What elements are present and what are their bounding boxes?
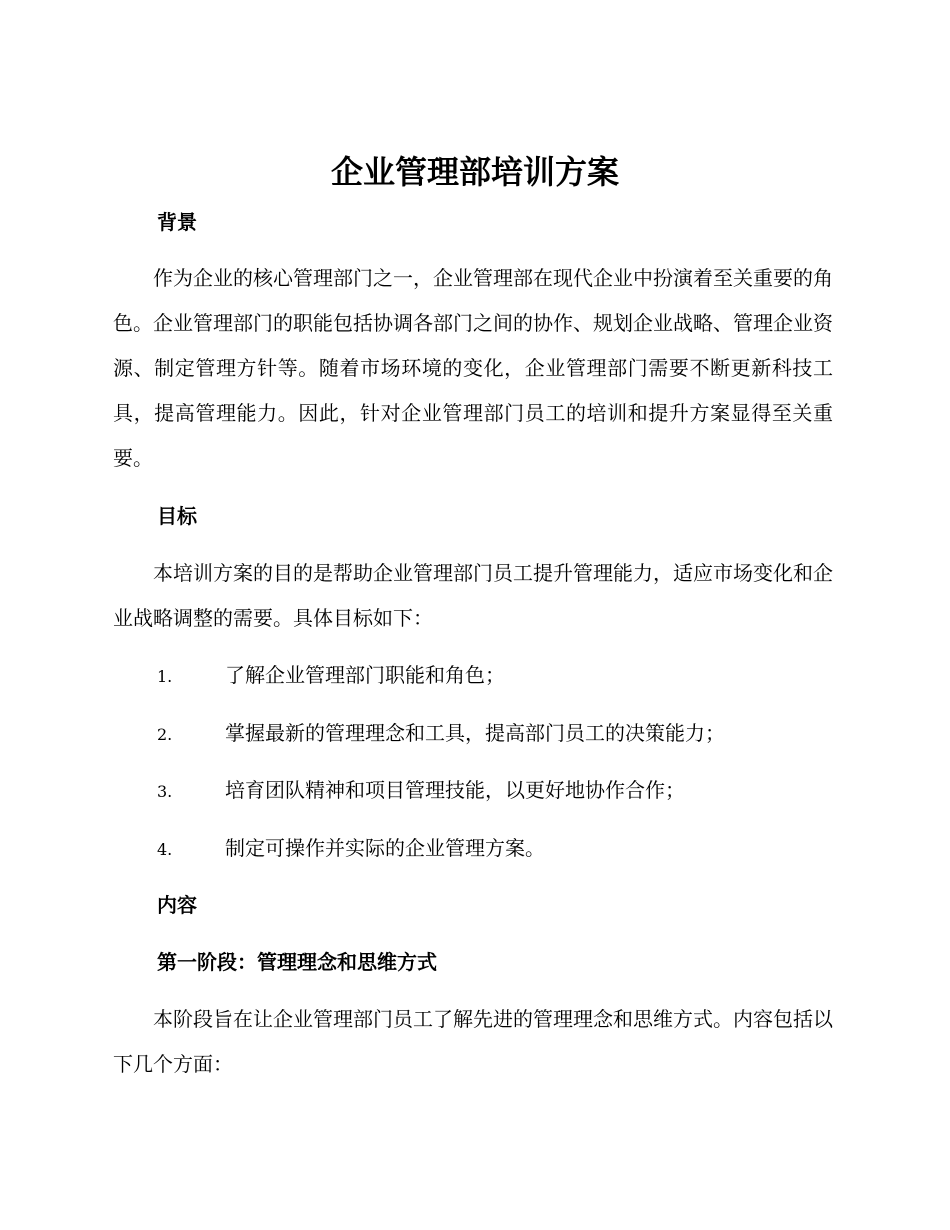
section-heading-content: 内容 <box>157 893 197 917</box>
goal-list-item <box>157 775 837 807</box>
goal-list-item <box>157 833 837 865</box>
goal-list-text: 掌握最新的管理理念和工具，提高部门员工的决策能力； <box>225 721 725 745</box>
document-title: 企业管理部培训方案 <box>330 153 619 191</box>
goal-list-text: 培育团队精神和项目管理技能，以更好地协作合作； <box>225 778 685 802</box>
goal-list-item <box>157 718 837 750</box>
section-heading-background: 背景 <box>157 210 197 234</box>
goal-list-item <box>157 660 837 692</box>
stage1-heading: 第一阶段：管理理念和思维方式 <box>157 950 437 974</box>
background-paragraph: 作为企业的核心管理部门之一，企业管理部在现代企业中扮演着至关重要的角色。企业管理部门的职能包括协调各部门之间的协作、规划企业战略、管理企业资源、制定管理方针等。随着市场环境的变化，企业管理部门需要不断更新科技工具，提高管理能力。因此，针对企业管理部门员工的培训和提升方案显得至关重要。 <box>113 266 833 470</box>
goal-list-text: 制定可操作并实际的企业管理方案。 <box>225 836 545 860</box>
goal-list-text: 了解企业管理部门职能和角色； <box>225 663 505 687</box>
goals-paragraph: 本培训方案的目的是帮助企业管理部门员工提升管理能力，适应市场变化和企业战略调整的需要。具体目标如下： <box>113 561 833 630</box>
goal-list-number: 2. <box>157 725 173 744</box>
goal-list-number: 3. <box>157 782 173 801</box>
stage1-paragraph: 本阶段旨在让企业管理部门员工了解先进的管理理念和思维方式。内容包括以下几个方面： <box>113 1007 833 1076</box>
section-heading-goals: 目标 <box>157 504 197 528</box>
goal-list-number: 1. <box>157 667 173 686</box>
goal-list-number: 4. <box>157 840 173 859</box>
